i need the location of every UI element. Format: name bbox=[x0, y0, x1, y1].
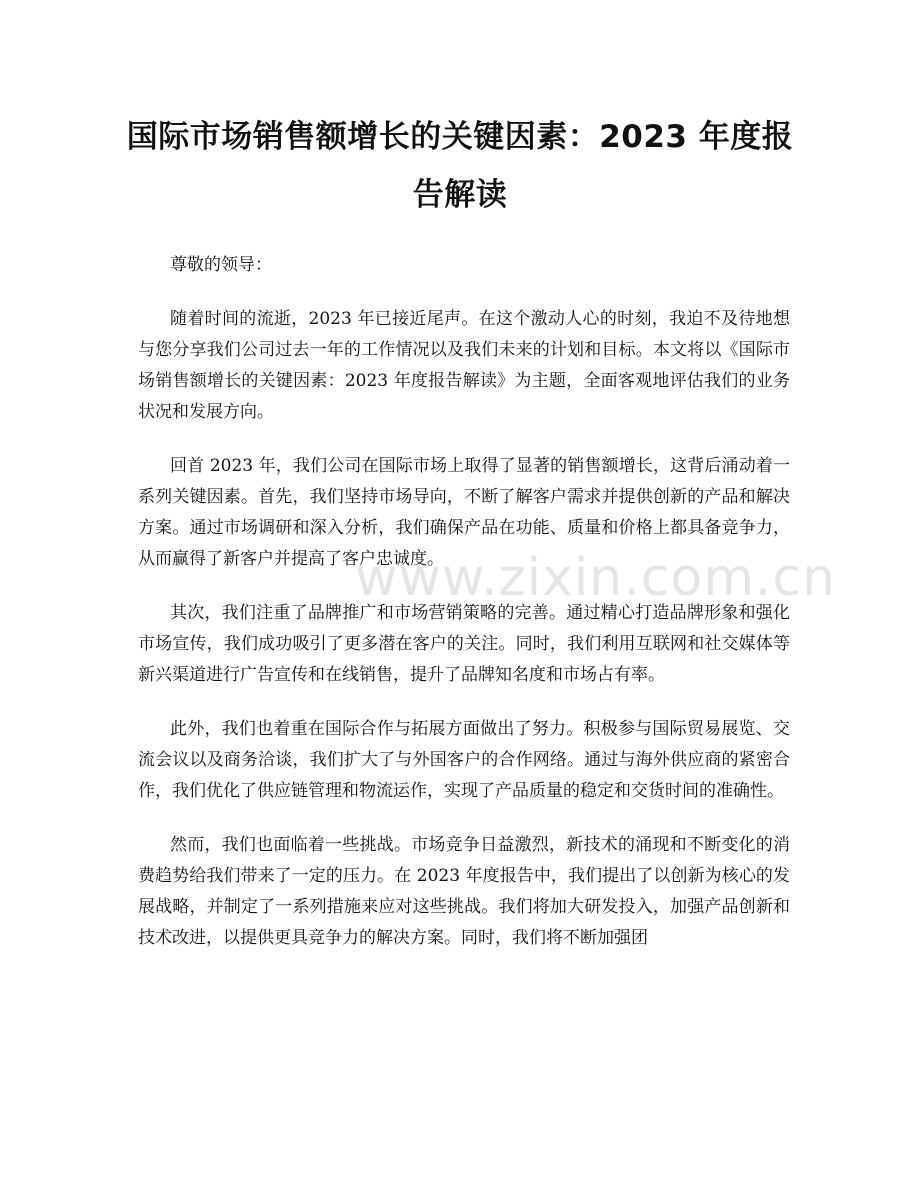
greeting: 尊敬的领导： bbox=[170, 255, 272, 275]
watermark: www.zixin.com.cn bbox=[355, 548, 836, 608]
document-title: 国际市场销售额增长的关键因素：2023 年度报告解读 bbox=[126, 119, 794, 213]
document-body bbox=[138, 250, 790, 977]
paragraph-challenges: 然而，我们也面临着一些挑战。市场竞争日益激烈，新技术的涌现和不断变化的消费趋势给我们带来了一定的压力。在 2023 年度报告中，我们提出了以创新为核心的发展战略，并制定了一系列措施来应对这些挑战。我们将加大研发投入，加强产品创新和技术改进，以提供更具竞争力的解决方案。同时，我们将不断加强团 bbox=[138, 835, 790, 948]
paragraph-branding: 其次，我们注重了品牌推广和市场营销策略的完善。通过精心打造品牌形象和强化市场宣传，我们成功吸引了更多潜在客户的关注。同时，我们利用互联网和社交媒体等新兴渠道进行广告宣传和在线销售，提升了品牌知名度和市场占有率。 bbox=[138, 603, 790, 685]
paragraph-cooperation: 此外，我们也着重在国际合作与拓展方面做出了努力。积极参与国际贸易展览、交流会议以及商务洽谈，我们扩大了与外国客户的合作网络。通过与海外供应商的紧密合作，我们优化了供应链管理和物流运作，实现了产品质量的稳定和交货时间的准确性。 bbox=[138, 719, 790, 801]
paragraph-review: 回首 2023 年，我们公司在国际市场上取得了显著的销售额增长，这背后涌动着一系列关键因素。首先，我们坚持市场导向，不断了解客户需求并提供创新的产品和解决方案。通过市场调研和深入分析，我们确保产品在功能、质量和价格上都具备竞争力，从而赢得了新客户并提高了客户忠诚度。 bbox=[138, 456, 790, 569]
paragraph-intro: 随着时间的流逝，2023 年已接近尾声。在这个激动人心的时刻，我迫不及待地想与您分享我们公司过去一年的工作情况以及我们未来的计划和目标。本文将以《国际市场销售额增长的关键因素：2023 年度报告解读》为主题，全面客观地评估我们的业务状况和发展方向。 bbox=[138, 309, 790, 422]
